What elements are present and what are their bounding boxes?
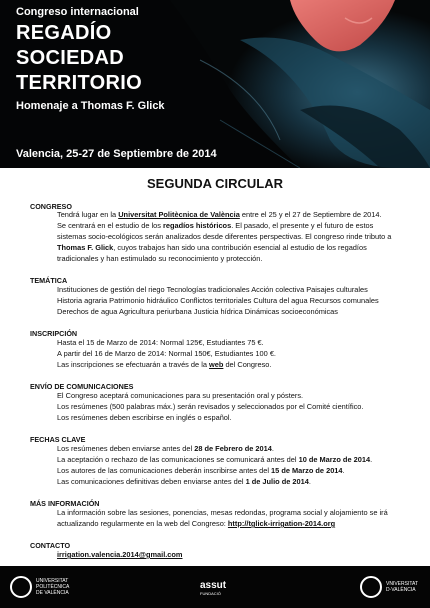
banner-title-3: TERRITORIO	[16, 72, 142, 94]
banner-dates: Valencia, 25-27 de Septiembre de 2014	[16, 148, 217, 160]
header-banner	[0, 0, 430, 168]
fechas-text: Las comunicaciones definitivas deben enviarse antes del	[57, 477, 246, 486]
congreso-line-5: tradicionales y han estimulado su reconocimiento y protección.	[57, 254, 263, 263]
inscripcion-line-2: A partir del 16 de Marzo de 2014: Normal 150€, Estudiantes 100 €.	[57, 349, 276, 358]
congreso-text: , cuyos trabajos han sido una contribución esencial al estudio de los regadíos	[113, 243, 367, 252]
fechas-text: La aceptación o rechazo de las comunicaciones se comunicará antes del	[57, 455, 299, 464]
banner-subtitle: Homenaje a Thomas F. Glick	[16, 100, 165, 112]
mas-info-text: actualizando regularmente en la web del Congreso:	[57, 519, 228, 528]
uv-seal-icon	[360, 576, 382, 598]
upv-seal-icon	[10, 576, 32, 598]
envio-line-2: Los resúmenes (500 palabras máx.) serán revisados y seleccionados por el Comité científico.	[57, 402, 364, 411]
fechas-text: .	[370, 455, 373, 464]
section-envio-heading: ENVÍO DE COMUNICACIONES	[30, 382, 134, 391]
uv-logo-line: D·VALÈNCIA	[386, 587, 416, 593]
uv-logo-line: VNIVERSITAT	[386, 581, 419, 587]
fechas-text: .	[271, 444, 274, 453]
circular-heading: SEGUNDA CIRCULAR	[146, 176, 284, 191]
fechas-date: 28 de Febrero de 2014	[194, 444, 272, 453]
fechas-line-4	[57, 476, 311, 487]
section-contacto-heading: CONTACTO	[30, 541, 71, 550]
web-link[interactable]: web	[209, 360, 224, 369]
banner-kicker: Congreso internacional	[16, 6, 139, 18]
inscripcion-text: del Congreso.	[223, 360, 272, 369]
contact-email-link[interactable]: irrigation.valencia.2014@gmail.com	[57, 550, 183, 559]
upv-logo-line: UNIVERSITAT	[36, 578, 69, 584]
congreso-emphasis: regadíos históricos	[163, 221, 232, 230]
assut-logo	[200, 580, 226, 596]
inscripcion-text: Las inscripciones se efectuarán a través de la	[57, 360, 210, 369]
tematica-line-3: Derechos de agua Agricultura periurbana Justicia hídrica Dinámicas socioeconómicas	[57, 307, 338, 316]
assut-logo-sub: FUNDACIÓ	[200, 591, 221, 596]
congreso-text: Tendrá lugar en la	[57, 210, 119, 219]
congreso-line-1	[57, 209, 382, 220]
congreso-text: entre el 25 y el 27 de Septiembre de 2014.	[239, 210, 382, 219]
banner-title-1: REGADÍO	[16, 22, 112, 44]
fechas-date: 10 de Marzo de 2014	[298, 455, 371, 464]
assut-logo-text: assut	[200, 580, 227, 591]
fechas-line-2	[57, 454, 372, 465]
section-inscripcion-heading: INSCRIPCIÓN	[30, 329, 78, 338]
inscripcion-line-1: Hasta el 15 de Marzo de 2014: Normal 125€, Estudiantes 75 €.	[57, 338, 264, 347]
upv-logo-line: POLITÈCNICA	[36, 584, 70, 590]
section-mas-info-heading: MÁS INFORMACIÓN	[30, 499, 100, 508]
upv-logo-line: DE VALÈNCIA	[36, 590, 69, 596]
congreso-line-4	[57, 242, 367, 253]
upv-logo	[36, 578, 69, 596]
fechas-text: Los autores de las comunicaciones deberán inscribirse antes del	[57, 466, 272, 475]
fechas-line-3	[57, 465, 345, 476]
section-fechas-heading: FECHAS CLAVE	[30, 435, 86, 444]
uv-logo	[386, 581, 418, 593]
congreso-emphasis: Thomas F. Glick	[57, 243, 114, 252]
envio-line-1: El Congreso aceptará comunicaciones para su presentación oral y pósters.	[57, 391, 304, 400]
congreso-text: Se centrará en el estudio de los	[57, 221, 163, 230]
fechas-text: .	[308, 477, 311, 486]
tematica-line-2: Historia agraria Patrimonio hidráulico Conflictos territoriales Cultura del agua Recursos comunales	[57, 296, 379, 305]
fechas-date: 15 de Marzo de 2014	[271, 466, 343, 475]
contacto-line	[57, 549, 183, 560]
fechas-text: .	[342, 466, 345, 475]
tematica-line-1: Instituciones de gestión del riego Tecnologías tradicionales Acción colectiva Paisajes culturales	[57, 285, 368, 294]
fechas-line-1	[57, 443, 274, 454]
footer-logos	[0, 566, 430, 608]
congreso-text: . El pasado, el presente y el futuro de estos	[231, 221, 374, 230]
congress-website-link[interactable]: http://tglick-irrigation-2014.org	[227, 519, 336, 528]
congreso-line-2	[57, 220, 373, 231]
section-tematica-heading: TEMÁTICA	[30, 276, 68, 285]
fechas-text: Los resúmenes deben enviarse antes del	[57, 444, 195, 453]
mas-info-line-2	[57, 518, 335, 529]
banner-title-2: SOCIEDAD	[16, 47, 124, 69]
congreso-line-3: sistemas socio-ecológicos serán analizados desde diferentes perspectivas. El congreso rinde tributo a	[57, 232, 392, 241]
inscripcion-line-3	[57, 359, 271, 370]
mas-info-line-1: La información sobre las sesiones, ponencias, mesas redondas, programa social y alojamiento se irá	[57, 508, 388, 517]
fechas-date: 1 de Julio de 2014	[245, 477, 309, 486]
section-congreso-heading: CONGRESO	[30, 202, 72, 211]
upv-link[interactable]: Universitat Politècnica de València	[118, 210, 240, 219]
envio-line-3: Los resúmenes deben escribirse en inglés o español.	[57, 413, 232, 422]
